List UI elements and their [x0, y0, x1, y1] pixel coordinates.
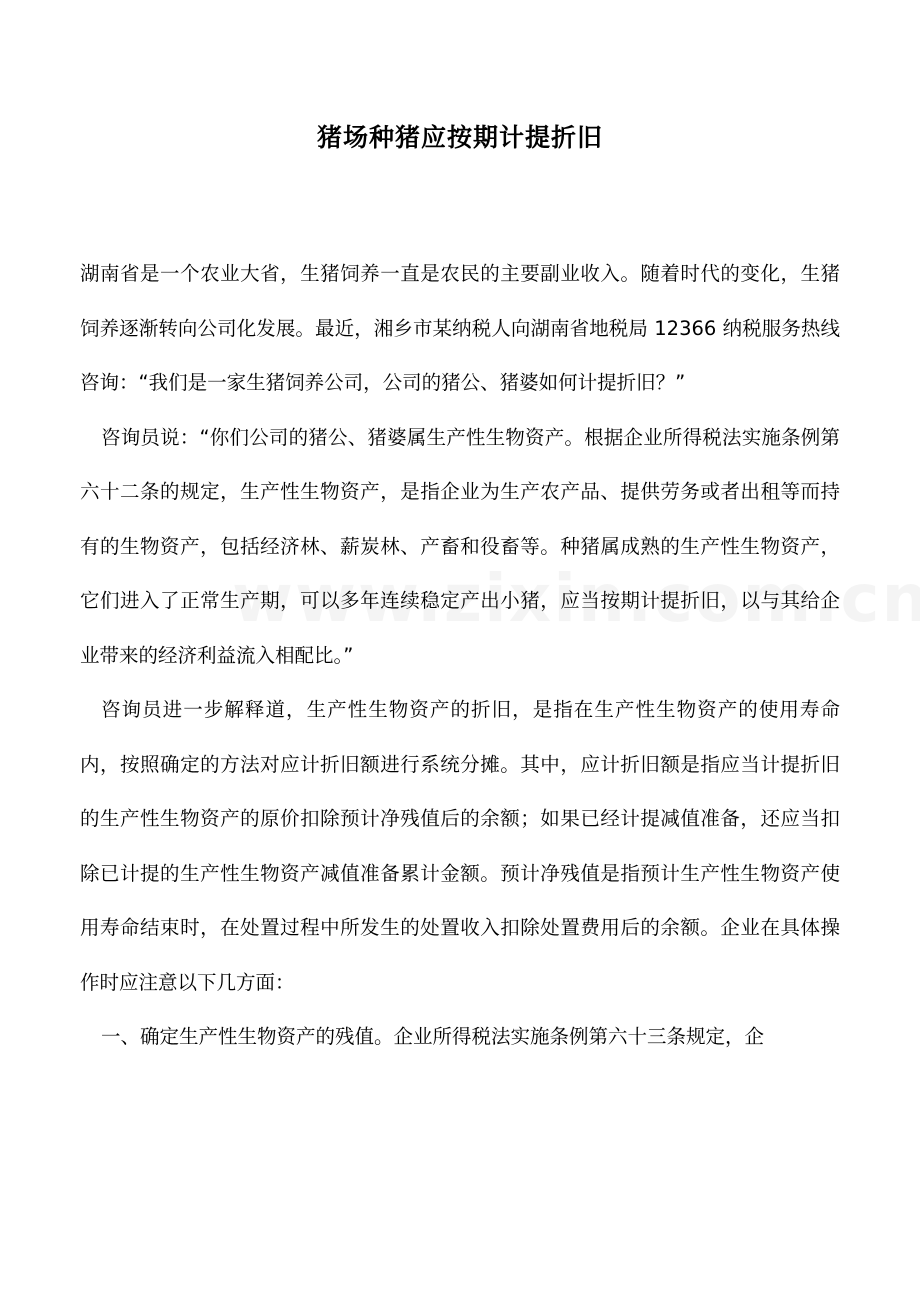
paragraph-2: 咨询员说：“你们公司的猪公、猪婆属生产性生物资产。根据企业所得税法实施条例第六十二条的规定，生产性生物资产，是指企业为生产农产品、提供劳务或者出租等而持有的生物资产，包括经济林、薪炭林、产畜和役畜等。种猪属成熟的生产性生物资产，它们进入了正常生产期，可以多年连续稳定产出小猪，应当按期计提折旧，以与其给企业带来的经济利益流入相配比。”	[80, 425, 840, 667]
paragraph-1: 湖南省是一个农业大省，生猪饲养一直是农民的主要副业收入。随着时代的变化，生猪饲养逐渐转向公司化发展。最近，湘乡市某纳税人向湖南省地税局 12366 纳税服务热线咨询：“我们是一家生猪饲养公司，公司的猪公、猪婆如何计提折旧？”	[80, 262, 840, 394]
document-body	[80, 247, 840, 1065]
paragraph-4: 一、确定生产性生物资产的残值。企业所得税法实施条例第六十三条规定，企	[101, 1025, 765, 1048]
document-title: 猪场种猪应按期计提折旧	[316, 123, 603, 152]
paragraph-3: 咨询员进一步解释道，生产性生物资产的折旧，是指在生产性生物资产的使用寿命内，按照确定的方法对应计折旧额进行系统分摊。其中，应计折旧额是指应当计提折旧的生产性生物资产的原价扣除预计净残值后的余额；如果已经计提减值准备，还应当扣除已计提的生产性生物资产减值准备累计金额。预计净残值是指预计生产性生物资产使用寿命结束时，在处置过程中所发生的处置收入扣除处置费用后的余额。企业在具体操作时应注意以下几方面：	[80, 698, 840, 994]
